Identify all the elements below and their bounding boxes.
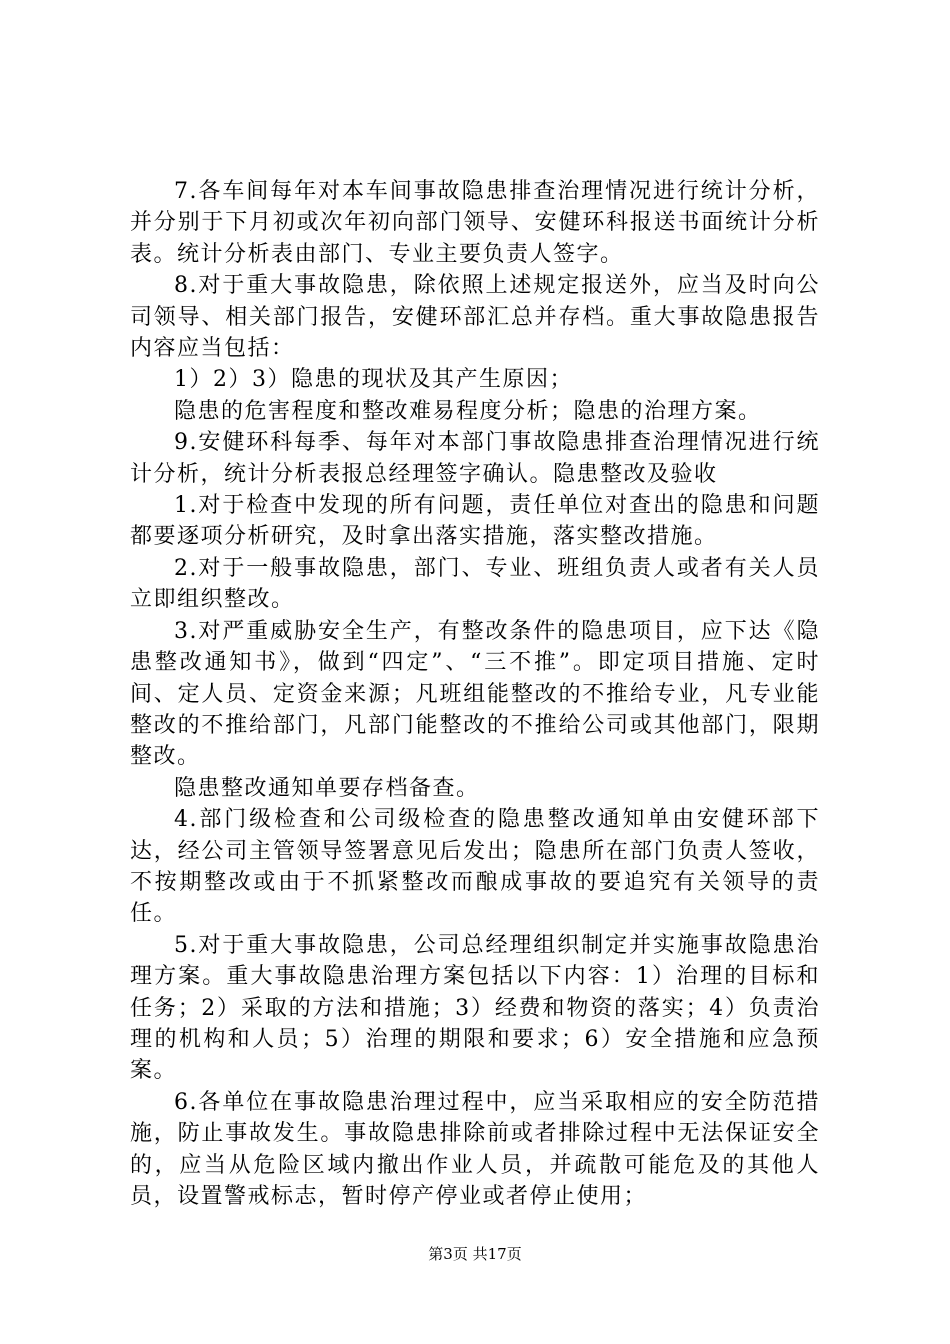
paragraph-rectify-4: 4.部门级检查和公司级检查的隐患整改通知单由安健环部下达，经公司主管领导签署意见后发出；隐患所在部门负责人签收，不按期整改或由于不抓紧整改而酿成事故的要追究有关领导的责任。 [130,807,820,927]
paragraph-rectify-5: 5.对于重大事故隐患，公司总经理组织制定并实施事故隐患治理方案。重大事故隐患治理方案包括以下内容：1）治理的目标和任务；2）采取的方法和措施；3）经费和物资的落实；4）负责治理的机构和人员；5）治理的期限和要求；6）安全措施和应急预案。 [130,932,820,1084]
page-footer [0,1244,950,1264]
document-body [130,176,820,1212]
paragraph-notice-archive: 隐患整改通知单要存档备查。 [174,775,480,801]
paragraph-report-items-rest: 隐患的危害程度和整改难易程度分析；隐患的治理方案。 [174,398,762,424]
paragraph-7-statistics: 7.各车间每年对本车间事故隐患排查治理情况进行统计分析，并分别于下月初或次年初向部门领导、安健环科报送书面统计分析表。统计分析表由部门、专业主要负责人签字。 [130,179,820,267]
page-number: 第3页 共17页 [428,1245,522,1263]
paragraph-9-quarterly-analysis: 9.安健环科每季、每年对本部门事故隐患排查治理情况进行统计分析，统计分析表报总经理签字确认。隐患整改及验收 [130,430,820,487]
paragraph-rectify-3: 3.对严重威胁安全生产，有整改条件的隐患项目，应下达《隐患整改通知书》，做到“四定”、“三不推”。即定项目措施、定时间、定人员、定资金来源；凡班组能整改的不推给专业，凡专业能整改的不推给部门，凡部门能整改的不推给公司或其他部门，限期整改。 [130,618,820,770]
paragraph-rectify-6: 6.各单位在事故隐患治理过程中，应当采取相应的安全防范措施，防止事故发生。事故隐患排除前或者排除过程中无法保证安全的，应当从危险区域内撤出作业人员，并疏散可能危及的其他人员，设置警戒标志，暂时停产停业或者停止使用； [130,1089,820,1209]
paragraph-rectify-2: 2.对于一般事故隐患，部门、专业、班组负责人或者有关人员立即组织整改。 [130,555,820,613]
paragraph-8-major-hazard-report: 8.对于重大事故隐患，除依照上述规定报送外，应当及时向公司领导、相关部门报告，安健环部汇总并存档。重大事故隐患报告内容应当包括： [130,273,820,362]
paragraph-report-items-1-3: 1）2）3）隐患的现状及其产生原因； [174,367,573,393]
paragraph-rectify-1: 1.对于检查中发现的所有问题，责任单位对查出的隐患和问题都要逐项分析研究，及时拿出落实措施，落实整改措施。 [130,493,820,550]
